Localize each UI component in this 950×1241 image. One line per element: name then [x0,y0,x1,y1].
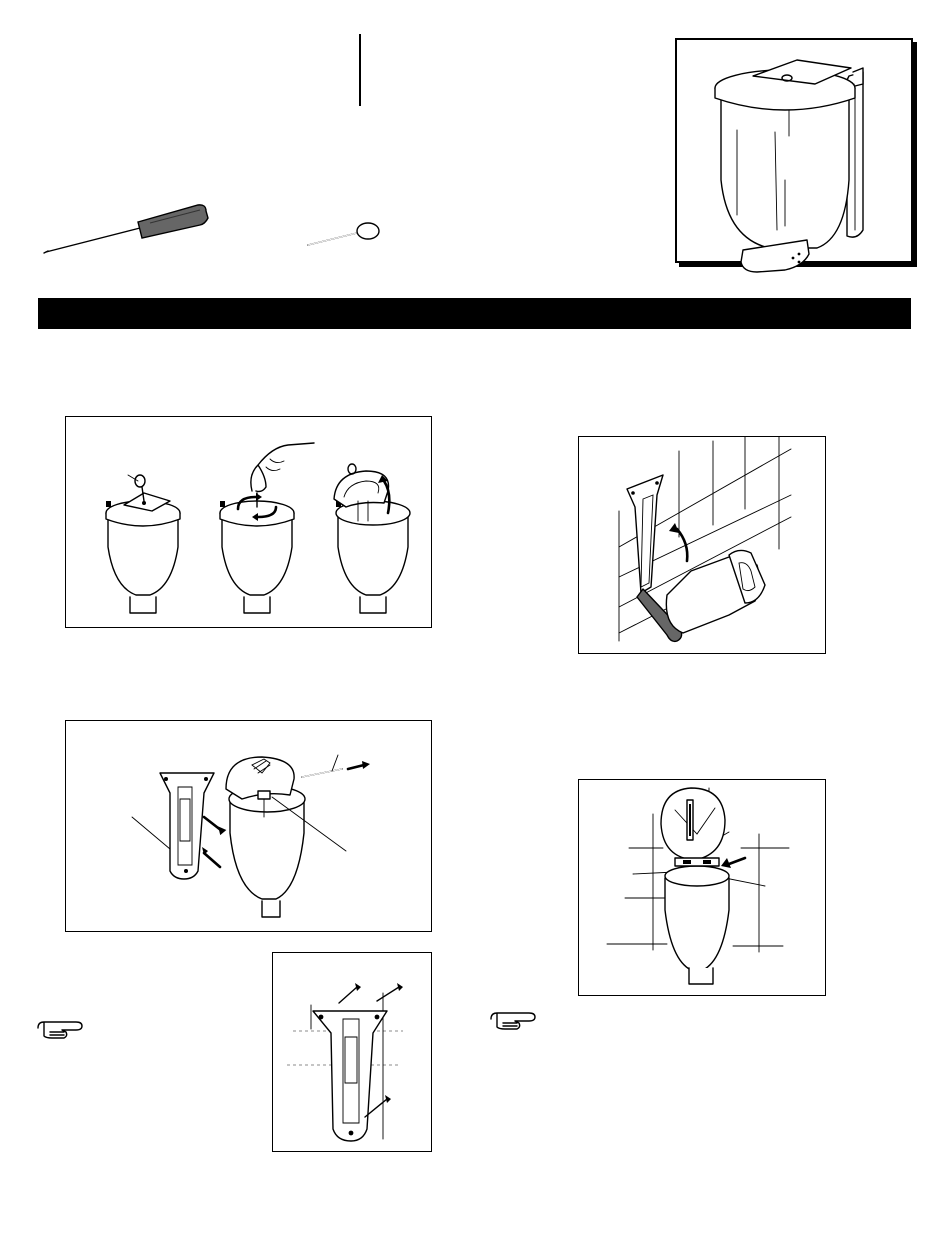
screwdriver-icon [40,196,210,258]
section-header-band [38,298,911,329]
hex-key-icon [305,218,385,254]
product-image-frame [675,38,913,263]
fig-attach-bracket [65,720,432,932]
wall-hang-icon [579,437,825,653]
pointing-hand-icon [36,1018,86,1040]
fig-hang-dispenser [578,436,826,654]
fig-remove-lid [65,416,432,628]
dispenser-product-icon [677,40,911,290]
dispenser-lid-removal-icon [66,417,431,627]
top-divider [359,34,361,106]
fig-mount-bracket [272,952,432,1152]
bracket-attach-icon [66,721,431,931]
fig-open-lid [578,779,826,996]
wall-screws-icon [273,953,431,1151]
pointing-hand-icon [489,1009,539,1031]
dispenser-open-lid-icon [579,780,825,995]
